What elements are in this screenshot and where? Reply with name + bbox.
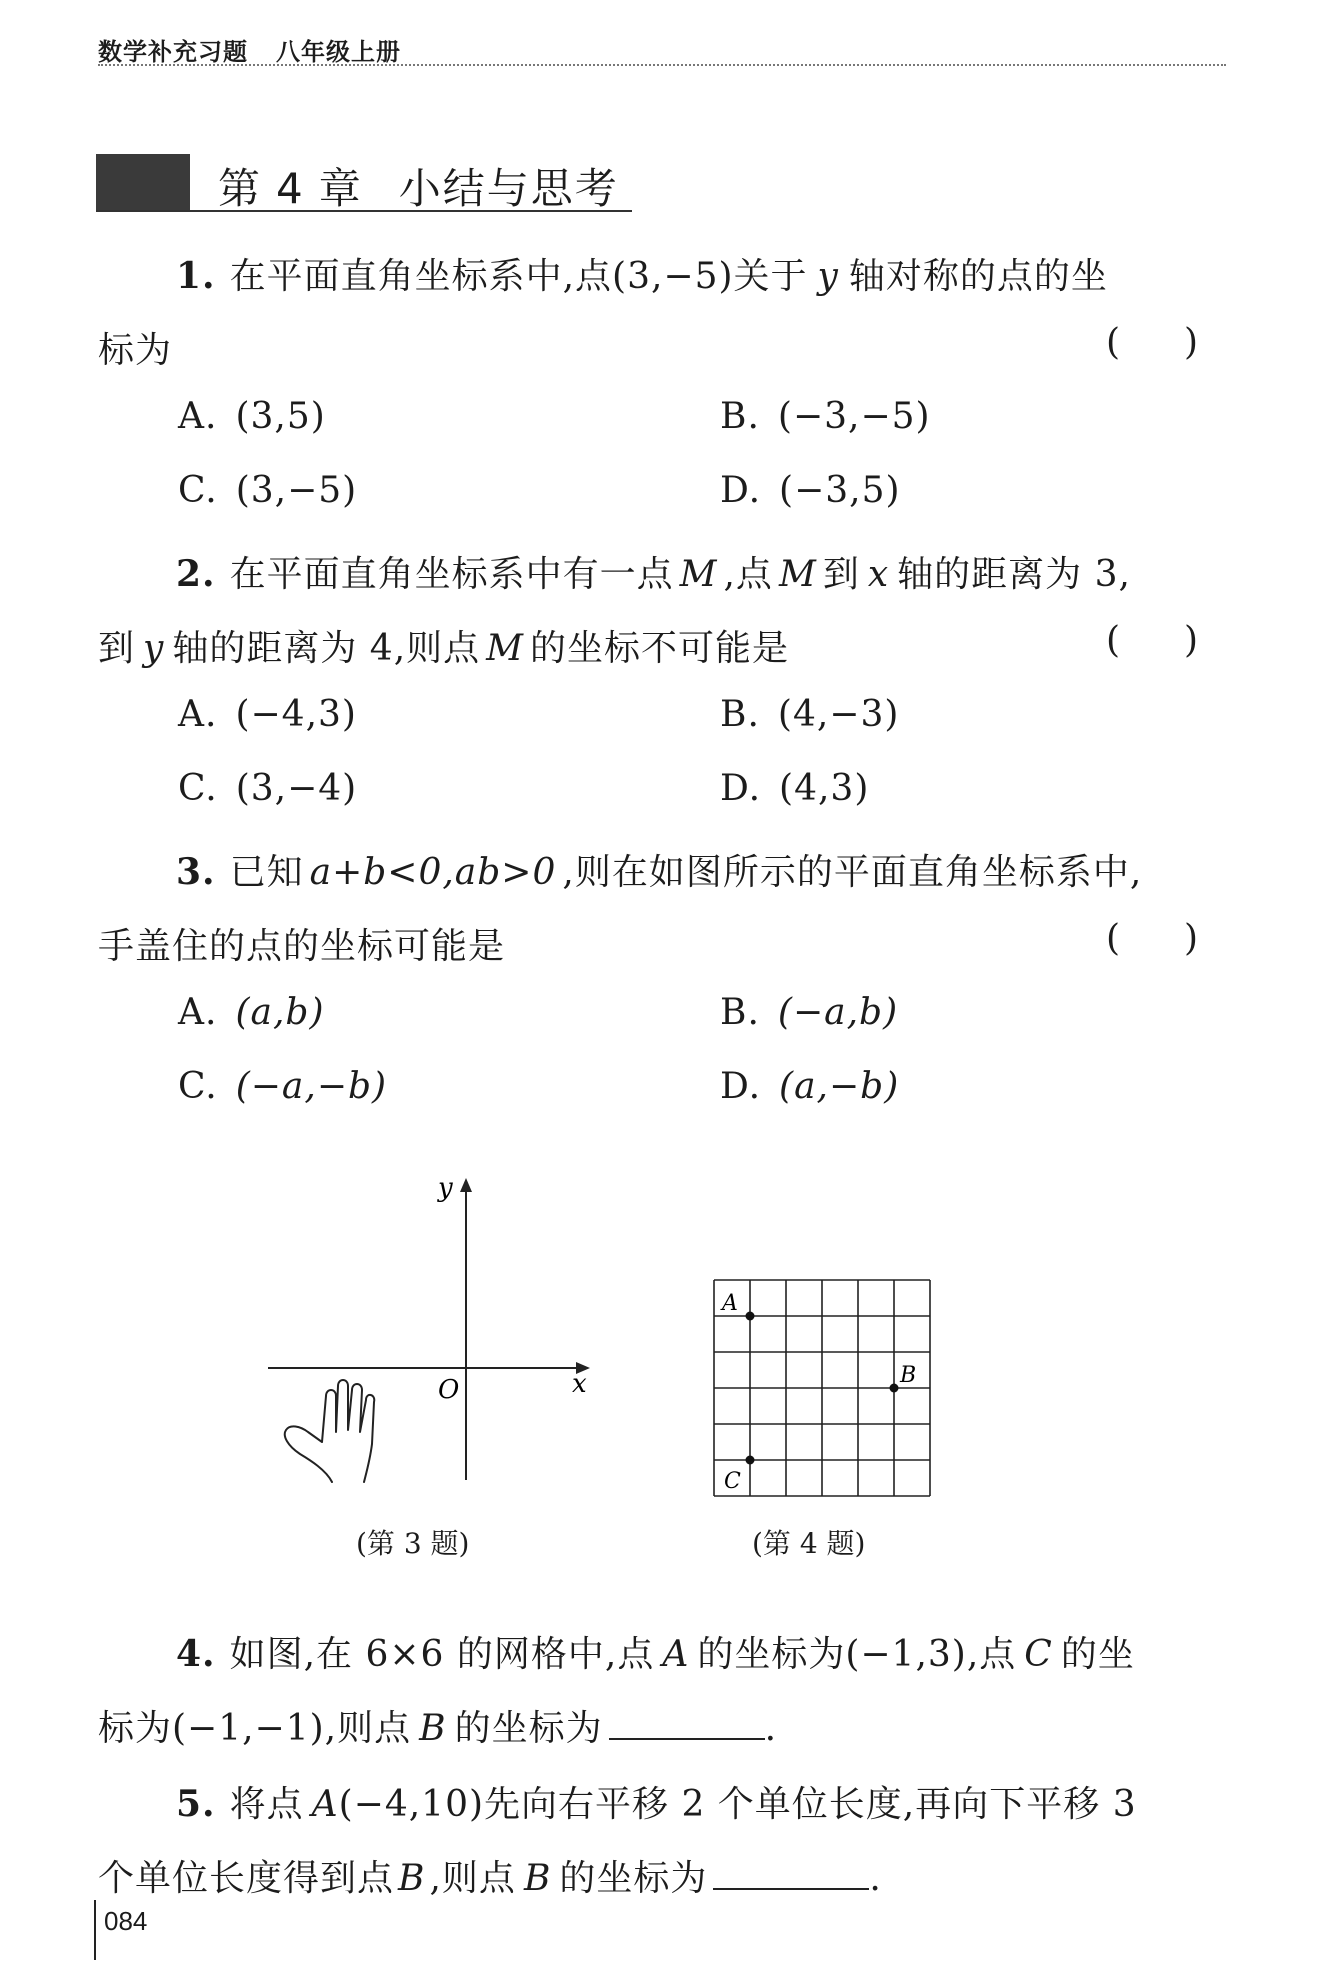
q4-line-2: [98, 1700, 777, 1751]
origin-label: O: [438, 1375, 460, 1405]
q5-text-b: (−4,10)先向右平移 2 个单位长度,再向下平移 3: [338, 1784, 1137, 1825]
page-number-rule: [94, 1900, 96, 1960]
option-text: (a,b): [235, 992, 325, 1033]
q3-line-1: [176, 844, 1142, 895]
q5-period: .: [869, 1858, 882, 1899]
q1-option-d: [720, 470, 901, 511]
option-label: A.: [178, 992, 218, 1033]
y-axis-arrow: [460, 1178, 472, 1192]
q5-text-d: ,则点: [429, 1858, 516, 1899]
option-label: C.: [178, 768, 218, 809]
q2-number: 2.: [176, 553, 216, 595]
chapter-name: 小结与思考: [398, 164, 619, 213]
header-dotted-rule: [98, 64, 1226, 66]
q3-figure-caption: (第 3 题): [356, 1527, 470, 1560]
q4-figure-caption: (第 4 题): [752, 1527, 866, 1560]
q3-bracket-open: (: [1106, 918, 1121, 959]
q1-text-b: 轴对称的点的坐: [848, 256, 1108, 297]
q2-var-x: x: [867, 554, 890, 595]
q1-var-y: y: [817, 256, 839, 297]
q3-text-a: 已知: [229, 852, 304, 893]
q3-line-2: 手盖住的点的坐标可能是: [98, 926, 506, 967]
point-c-label: C: [724, 1469, 741, 1494]
q4-text-b: 的坐标为(−1,3),点: [697, 1634, 1017, 1675]
q3-option-d: [720, 1066, 899, 1107]
q4-period: .: [764, 1708, 778, 1749]
q1-bracket-open: (: [1106, 322, 1121, 363]
q3-coordinate-figure: [260, 1160, 620, 1500]
option-label: B.: [720, 396, 760, 437]
q5-var-b: B: [523, 1858, 552, 1899]
option-label: A.: [178, 694, 218, 735]
q2-text-d: 轴的距离为 3,: [897, 554, 1131, 595]
q5-line-1: [176, 1776, 1137, 1827]
q5-text-c: 个单位长度得到点: [98, 1858, 395, 1899]
q4-answer-blank[interactable]: [609, 1708, 765, 1740]
q4-text-c: 的坐: [1060, 1634, 1135, 1675]
option-label: D.: [720, 768, 762, 809]
q2-line-2: [98, 620, 789, 671]
q4-var-a: A: [662, 1634, 690, 1675]
q2-var-y: y: [143, 628, 165, 669]
option-text: (4,3): [779, 768, 870, 809]
option-label: B.: [720, 694, 760, 735]
option-label: C.: [178, 1066, 218, 1107]
x-axis-label: x: [572, 1369, 587, 1399]
option-text: (3,−5): [235, 470, 358, 511]
chapter-underline: [96, 210, 632, 212]
point-a: [746, 1312, 755, 1321]
q2-bracket-open: (: [1106, 620, 1121, 661]
q2-bracket-close: ): [1184, 620, 1199, 661]
hand-icon: [285, 1380, 374, 1482]
q3-bracket-close: ): [1184, 918, 1199, 959]
q2-var-m: M: [778, 554, 817, 595]
q2-option-c: [178, 768, 357, 809]
q4-text-e: 的坐标为: [454, 1708, 603, 1749]
q1-option-b: [720, 396, 931, 437]
header-book-title: 数学补充习题: [98, 38, 248, 66]
q1-option-a: [178, 396, 326, 437]
chapter-prefix: 第: [218, 164, 263, 213]
option-text: (3,−4): [235, 768, 358, 809]
q1-line-2: 标为: [98, 330, 173, 371]
option-label: D.: [720, 470, 762, 511]
q2-option-b: [720, 694, 899, 735]
q1-bracket-close: ): [1184, 322, 1199, 363]
y-axis-label: y: [438, 1173, 453, 1203]
q5-number: 5.: [176, 1783, 216, 1825]
option-text: (3,5): [235, 396, 326, 437]
q2-text-f: 轴的距离为 4,则点: [172, 628, 481, 669]
q2-var-m: M: [679, 554, 718, 595]
point-b-label: B: [900, 1363, 917, 1388]
option-label: A.: [178, 396, 218, 437]
option-text: (a,−b): [779, 1066, 900, 1107]
running-header: [98, 32, 401, 67]
q2-option-a: [178, 694, 357, 735]
q3-condition: a+b<0,ab>0: [309, 852, 557, 893]
q3-number: 3.: [176, 851, 216, 893]
q2-text-b: ,点: [723, 554, 773, 595]
q3-option-c: [178, 1066, 387, 1107]
q3-text-b: ,则在如图所示的平面直角坐标系中,: [562, 852, 1143, 893]
q4-line-1: [176, 1626, 1135, 1677]
q5-var-a: A: [311, 1784, 339, 1825]
q1-line-1: [176, 248, 1108, 299]
chapter-number: 4: [276, 164, 305, 213]
q4-text-d: 标为(−1,−1),则点: [98, 1708, 412, 1749]
q2-text-c: 到: [822, 554, 860, 595]
q5-answer-blank[interactable]: [713, 1858, 869, 1890]
q4-number: 4.: [176, 1633, 216, 1675]
point-b: [890, 1384, 899, 1393]
chapter-marker-block: [96, 154, 190, 210]
q2-text-g: 的坐标不可能是: [530, 628, 790, 669]
q4-var-c: C: [1024, 1634, 1053, 1675]
q1-number: 1.: [176, 255, 216, 297]
q5-text-a: 将点: [229, 1784, 304, 1825]
q5-text-e: 的坐标为: [559, 1858, 708, 1899]
option-text: (−3,5): [779, 470, 901, 511]
option-text: (−a,b): [777, 992, 899, 1033]
q3-option-a: [178, 992, 325, 1033]
q1-answer-bracket: [1106, 322, 1198, 363]
point-a-label: A: [722, 1291, 738, 1316]
q1-text-a: 在平面直角坐标系中,点(3,−5)关于: [229, 256, 808, 297]
q1-option-c: [178, 470, 357, 511]
q4-var-b: B: [419, 1708, 447, 1749]
option-text: (4,−3): [777, 694, 900, 735]
header-grade: 八年级上册: [276, 38, 401, 66]
q2-var-m: M: [486, 628, 525, 669]
chapter-suffix: 章: [318, 164, 363, 213]
q3-answer-bracket: [1106, 918, 1198, 959]
option-label: D.: [720, 1066, 762, 1107]
option-text: (−3,−5): [777, 396, 931, 437]
point-c: [746, 1456, 755, 1465]
q2-option-d: [720, 768, 869, 809]
q2-text-a: 在平面直角坐标系中有一点: [229, 554, 674, 595]
q2-answer-bracket: [1106, 620, 1198, 661]
q2-line-1: [176, 546, 1131, 597]
q4-text-a: 如图,在 6×6 的网格中,点: [229, 1634, 655, 1675]
q4-grid-figure: [700, 1266, 960, 1516]
q5-line-2: [98, 1850, 882, 1901]
q5-var-b: B: [398, 1858, 426, 1899]
option-text: (−4,3): [235, 694, 357, 735]
option-label: B.: [720, 992, 760, 1033]
q2-text-e: 到: [98, 628, 136, 669]
chapter-title: [218, 156, 619, 216]
option-label: C.: [178, 470, 218, 511]
q3-option-b: [720, 992, 898, 1033]
option-text: (−a,−b): [235, 1066, 388, 1107]
page-number: 084: [104, 1906, 148, 1936]
